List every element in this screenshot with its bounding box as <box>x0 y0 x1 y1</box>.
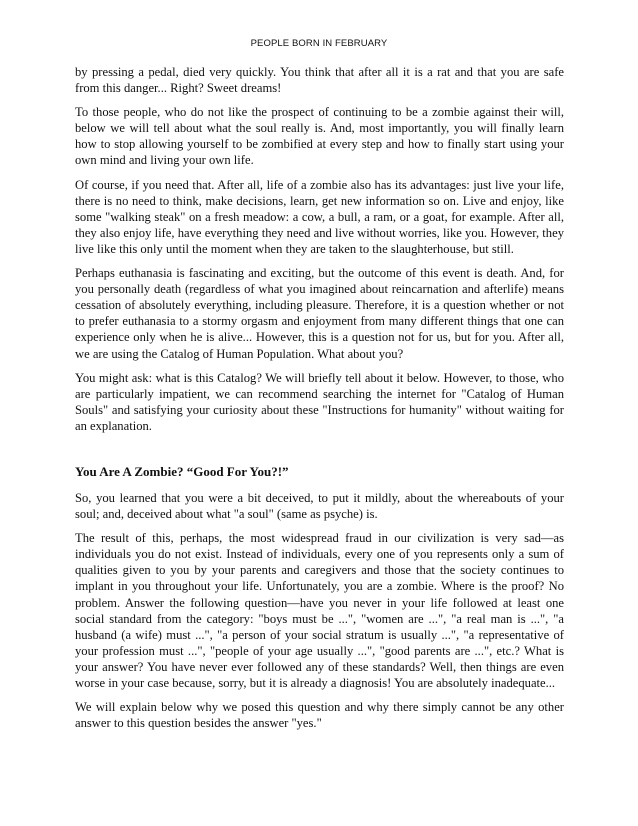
body-paragraph: You might ask: what is this Catalog? We will briefly tell about it below. However, to those, who are particularly impatient, we can recommend searching the internet for "Catalog of Human Souls" and satisfying your curiosity about these "Instructions for humanity" without waiting for an explanation. <box>75 370 564 433</box>
body-paragraph: Perhaps euthanasia is fascinating and exciting, but the outcome of this event is death. And, for you personally death (regardless of what you imagined about reincarnation and afterlife) means cessation of absolutely everything, including pleasure. Therefore, it is a question whether or not to prefer euthanasia to a stormy orgasm and enjoyment from many different things that one can experience only when he is alive... However, this is a question not for us, but for you. After all, we are using the Catalog of Human Population. What about you? <box>75 266 564 361</box>
body-paragraph: by pressing a pedal, died very quickly. You think that after all it is a rat and that you are safe from this danger... Right? Sweet dreams! <box>75 65 564 96</box>
section-heading: You Are A Zombie? “Good For You?!” <box>75 463 289 479</box>
body-paragraph: We will explain below why we posed this question and why there simply cannot be any other answer to this question besides the answer "yes." <box>75 700 564 731</box>
page-body <box>75 64 564 739</box>
body-paragraph: To those people, who do not like the prospect of continuing to be a zombie against their will, below we will tell about what the soul really is. And, most importantly, you will finally learn how to stop allowing yourself to be zombified at every step and how to finally start using your own mind and living your own life. <box>75 105 564 168</box>
body-paragraph: The result of this, perhaps, the most widespread fraud in our civilization is very sad—as individuals you do not exist. Instead of individuals, every one of you represents only a sum of qualities given to you by your parents and caregivers and those that the society continues to implant in you throughout your life. Unfortunately, you are a zombie. Where is the proof? No problem. Answer the following question—have you never in your life followed at least one social standard from the category: "boys must be ...", "women are ...", "a real man is ...", "a husband (a wife) must ...", "a person of your social stratum is usually ...", "a representative of your profession must ...", "people of your age usually ...", "good parents are ...", etc.? What is your answer? You have never ever followed any of these standards? Well, then things are even worse in your case because, sorry, but it is already a diagnosis! You are absolutely inadequate... <box>75 531 564 690</box>
running-header: PEOPLE BORN IN FEBRUARY <box>250 38 388 49</box>
body-paragraph: Of course, if you need that. After all, life of a zombie also has its advantages: just live your life, there is no need to think, make decisions, learn, get new information so on. Live and enjoy, like some "walking steak" on a fresh meadow: a cow, a bull, a ram, or a goat, for example. After all, they also enjoy life, have everything they need and live without worries, like you. However, they live like this only until the moment when they are taken to the slaughterhouse, but still. <box>75 177 564 256</box>
body-paragraph: So, you learned that you were a bit deceived, to put it mildly, about the whereabouts of your soul; and, deceived about what "a soul" (same as psyche) is. <box>75 490 564 522</box>
